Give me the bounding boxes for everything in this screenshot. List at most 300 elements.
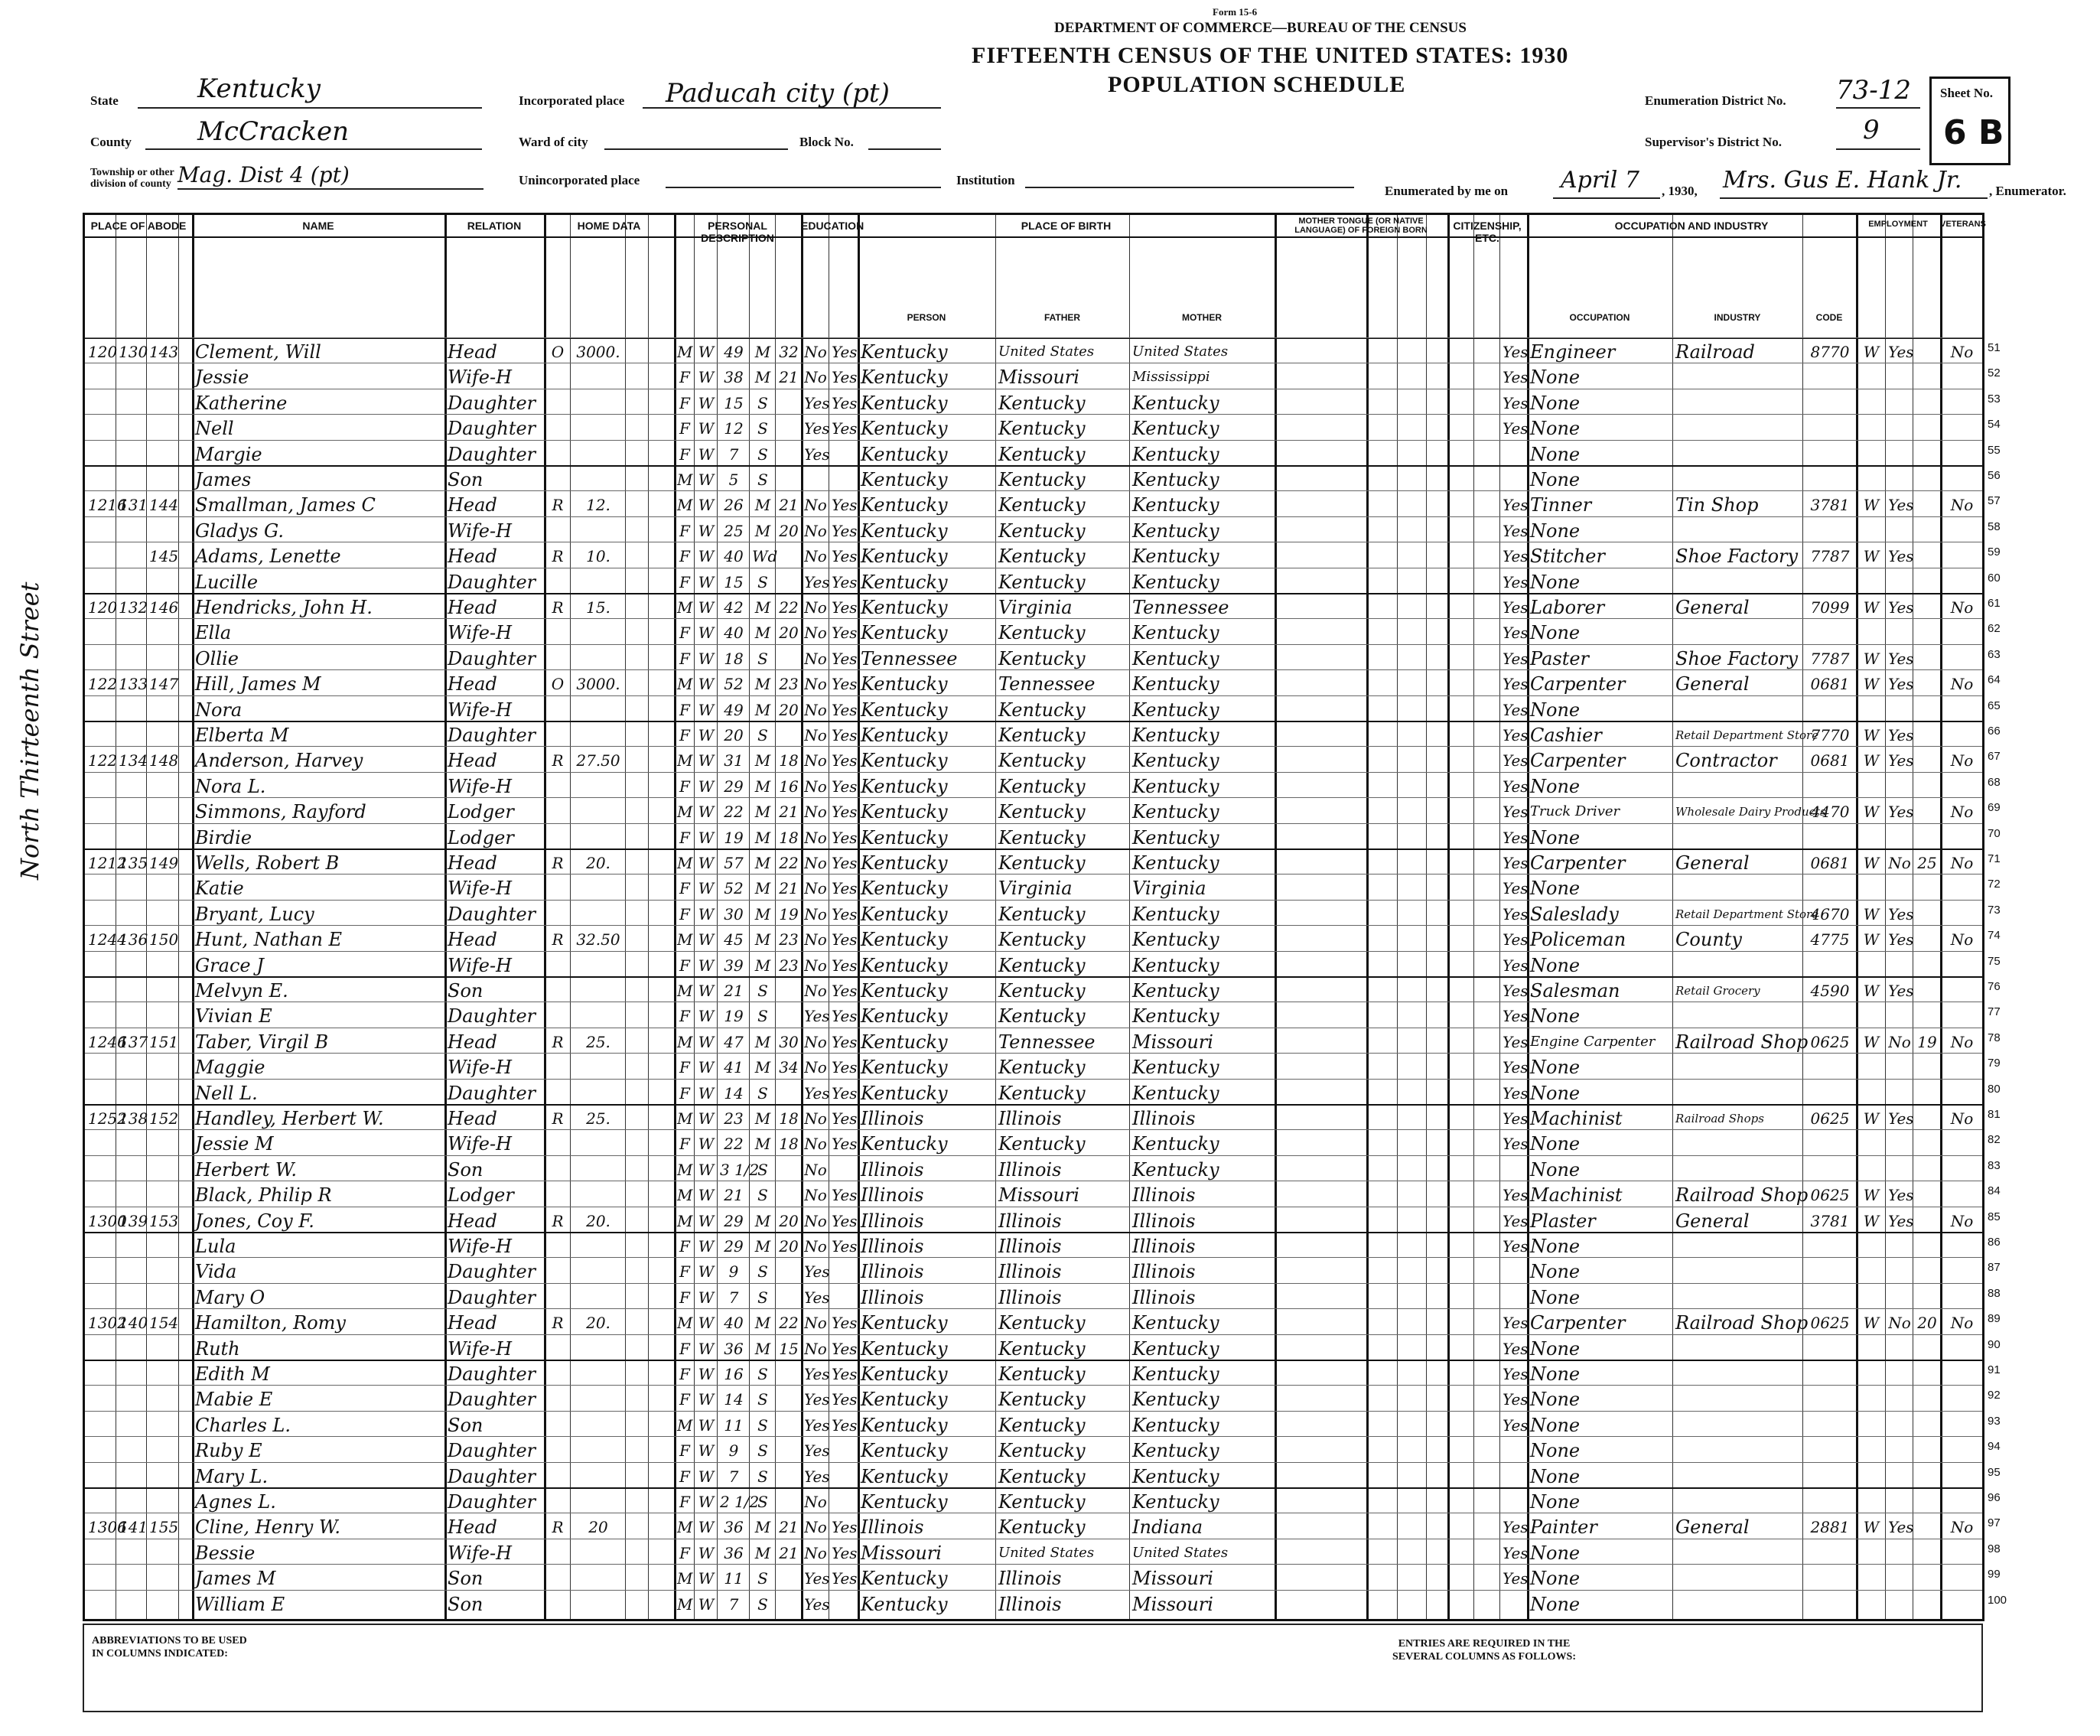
cell-name: Mabie E xyxy=(195,1389,273,1411)
cell-bp: Illinois xyxy=(861,1236,924,1257)
cell-name: Vivian E xyxy=(195,1005,272,1028)
line-number: 78 xyxy=(1988,1031,2001,1044)
cell-occ: None xyxy=(1530,1465,1581,1487)
cell-age: 11 xyxy=(724,1569,744,1588)
cell-bp: Kentucky xyxy=(861,1057,948,1079)
cell-own: R xyxy=(552,1211,564,1230)
cell-mar: S xyxy=(757,1441,768,1461)
cell-rel: Daughter xyxy=(448,392,536,414)
incorporated-value: Paducah city (pt) xyxy=(666,78,890,109)
cell-agem: 18 xyxy=(779,1109,799,1128)
line-number: 86 xyxy=(1988,1236,2001,1249)
cell-age: 36 xyxy=(724,1543,744,1562)
cell-code: 4670 xyxy=(1810,904,1850,923)
cell-bf: Illinois xyxy=(998,1108,1062,1129)
cell-bm: Kentucky xyxy=(1132,1158,1219,1181)
cell-ind: Railroad Shop xyxy=(1675,1184,1809,1207)
cell-val: 15. xyxy=(586,598,610,617)
table-row xyxy=(85,1360,1982,1385)
table-row xyxy=(85,1462,1982,1487)
cell-bm: Kentucky xyxy=(1132,1005,1219,1028)
line-number: 96 xyxy=(1988,1491,2001,1504)
cell-agem: 20 xyxy=(779,1211,799,1230)
cell-sex: M xyxy=(677,496,693,515)
cell-cls: W xyxy=(1863,1518,1880,1537)
enumeration-district-line xyxy=(1836,107,1920,109)
cell-ind: Retail Department Store xyxy=(1675,728,1819,742)
cell-dw: 132 xyxy=(119,598,148,617)
cell-read: Yes xyxy=(832,1543,858,1562)
line-number: 63 xyxy=(1988,647,2001,661)
cell-bf: Kentucky xyxy=(998,775,1086,797)
cell-eng: Yes xyxy=(1503,1186,1529,1205)
cell-bf: Virginia xyxy=(998,597,1073,618)
cell-bf: Kentucky xyxy=(998,954,1086,976)
cell-val: 20. xyxy=(586,854,610,872)
cell-ind: Shoe Factory xyxy=(1675,546,1799,568)
cell-own: R xyxy=(552,598,564,617)
cell-sex: F xyxy=(679,1390,690,1409)
cell-street: 1212 xyxy=(88,854,127,872)
cell-rel: Head xyxy=(448,341,497,363)
line-number: 77 xyxy=(1988,1005,2001,1019)
cell-sex: F xyxy=(679,419,690,438)
cell-bp: Illinois xyxy=(861,1158,924,1181)
cell-read: Yes xyxy=(832,751,858,770)
cell-sex: F xyxy=(679,1441,690,1461)
cell-bp: Kentucky xyxy=(861,699,948,721)
cell-sex: F xyxy=(679,828,690,847)
cell-occ: Paster xyxy=(1530,647,1590,669)
cell-unemp: 20 xyxy=(1917,1314,1937,1333)
cell-read: Yes xyxy=(832,521,858,540)
cell-eng: Yes xyxy=(1503,904,1529,923)
cell-mar: S xyxy=(757,649,768,668)
cell-read: Yes xyxy=(832,1415,858,1435)
table-row xyxy=(85,1079,1982,1104)
cell-sex: M xyxy=(677,982,693,1000)
cell-eng: Yes xyxy=(1503,1083,1529,1103)
cell-unemp: 19 xyxy=(1917,1032,1937,1051)
cell-sex: M xyxy=(677,751,693,770)
cell-vet: No xyxy=(1950,598,1974,617)
supervisor-district-label: Supervisor's District No. xyxy=(1645,135,1782,149)
table-row xyxy=(85,440,1982,465)
cell-street: 1306 xyxy=(88,1518,127,1537)
line-number: 95 xyxy=(1988,1465,2001,1479)
cell-cls: W xyxy=(1863,1314,1880,1333)
cell-name: James M xyxy=(195,1568,276,1590)
cell-bm: Kentucky xyxy=(1132,1389,1219,1411)
county-value: McCracken xyxy=(197,116,350,147)
cell-fam: 149 xyxy=(149,854,179,872)
cell-vet: No xyxy=(1950,1518,1974,1537)
cell-cls: W xyxy=(1863,496,1880,515)
cell-ind: Tin Shop xyxy=(1675,494,1759,516)
cell-bm: Virginia xyxy=(1132,878,1206,900)
sheet-number-value: 6 B xyxy=(1943,113,2004,152)
cell-read: Yes xyxy=(832,1339,858,1358)
cell-name: Ollie xyxy=(195,647,239,669)
cell-age: 21 xyxy=(724,982,744,1000)
cell-agem: 23 xyxy=(779,930,799,949)
cell-bm: Kentucky xyxy=(1132,546,1219,568)
cell-eng: Yes xyxy=(1503,1007,1529,1026)
cell-val: 25. xyxy=(586,1109,610,1128)
cell-bf: Illinois xyxy=(998,1593,1062,1615)
cell-eng: Yes xyxy=(1503,572,1529,591)
cell-fam: 145 xyxy=(149,547,179,566)
cell-eng: Yes xyxy=(1503,982,1529,1000)
cell-sex: M xyxy=(677,675,693,694)
cell-agem: 30 xyxy=(779,1032,799,1051)
cell-wk: Yes xyxy=(1888,982,1914,1000)
cell-eng: Yes xyxy=(1503,751,1529,770)
cell-name: Hill, James M xyxy=(195,673,321,695)
cell-street: 120 xyxy=(88,343,118,361)
cell-agem: 19 xyxy=(779,904,799,923)
cell-bm: Kentucky xyxy=(1132,673,1219,695)
cell-eng: Yes xyxy=(1503,675,1529,694)
cell-eng: Yes xyxy=(1503,726,1529,744)
cell-agem: 21 xyxy=(779,1543,799,1562)
cell-rel: Daughter xyxy=(448,1491,536,1513)
cell-wk: Yes xyxy=(1888,1211,1914,1230)
cell-bm: Illinois xyxy=(1132,1184,1196,1207)
line-number: 68 xyxy=(1988,775,2001,789)
cell-age: 22 xyxy=(724,1135,744,1154)
table-row xyxy=(85,1104,1982,1129)
cell-rel: Daughter xyxy=(448,1465,536,1487)
cell-name: Katie xyxy=(195,878,244,900)
cell-vet: No xyxy=(1950,930,1974,949)
table-row xyxy=(85,1232,1982,1257)
cell-sex: F xyxy=(679,1058,690,1077)
cell-read: Yes xyxy=(832,1518,858,1537)
cell-rel: Son xyxy=(448,1414,483,1436)
table-row xyxy=(85,568,1982,593)
cell-eng: Yes xyxy=(1503,1211,1529,1230)
cell-bm: Kentucky xyxy=(1132,1363,1219,1385)
cell-fam: 147 xyxy=(149,675,179,694)
cell-bm: Kentucky xyxy=(1132,571,1219,593)
cell-bm: Kentucky xyxy=(1132,929,1219,951)
census-title: FIFTEENTH CENSUS OF THE UNITED STATES: 1930 xyxy=(972,43,1569,68)
line-number: 61 xyxy=(1988,597,2001,610)
cell-race: W xyxy=(698,1109,715,1128)
cell-dw: 135 xyxy=(119,854,148,872)
cell-race: W xyxy=(698,777,715,796)
cell-eng: Yes xyxy=(1503,879,1529,898)
cell-name: Bessie xyxy=(195,1542,256,1564)
cell-name: Jessie M xyxy=(195,1133,274,1155)
cell-bf: Kentucky xyxy=(998,1491,1086,1513)
cell-agem: 23 xyxy=(779,675,799,694)
cell-sch: No xyxy=(804,1339,827,1358)
cell-bp: Kentucky xyxy=(861,494,948,516)
column-heading-person: PERSON xyxy=(907,312,946,323)
enumerated-date-line xyxy=(1553,197,1660,199)
cell-occ: None xyxy=(1530,1440,1581,1462)
cell-bp: Illinois xyxy=(861,1286,924,1308)
cell-occ: Carpenter xyxy=(1530,852,1626,874)
cell-occ: Engine Carpenter xyxy=(1530,1033,1656,1050)
cell-name: Bryant, Lucy xyxy=(195,903,314,925)
table-row xyxy=(85,848,1982,874)
cell-name: Nora L. xyxy=(195,775,266,797)
cell-age: 23 xyxy=(724,1109,744,1128)
line-number: 71 xyxy=(1988,852,2001,865)
cell-name: Black, Philip R xyxy=(195,1184,332,1207)
cell-mar: M xyxy=(754,624,771,643)
cell-bf: Kentucky xyxy=(998,1057,1086,1079)
line-number: 100 xyxy=(1988,1593,2007,1607)
cell-eng: Yes xyxy=(1503,1543,1529,1562)
cell-read: Yes xyxy=(832,726,858,744)
cell-cls: W xyxy=(1863,803,1880,822)
department-heading: DEPARTMENT OF COMMERCE—BUREAU OF THE CENSUS xyxy=(1054,20,1467,36)
cell-bf: Kentucky xyxy=(998,750,1086,772)
cell-read: Yes xyxy=(832,1007,858,1026)
cell-eng: Yes xyxy=(1503,1569,1529,1588)
cell-race: W xyxy=(698,547,715,566)
cell-eng: Yes xyxy=(1503,1415,1529,1435)
cell-read: Yes xyxy=(832,1211,858,1230)
cell-race: W xyxy=(698,1390,715,1409)
cell-race: W xyxy=(698,904,715,923)
cell-age: 19 xyxy=(724,828,744,847)
cell-street: 1300 xyxy=(88,1211,127,1230)
cell-rel: Head xyxy=(448,1031,497,1053)
cell-sex: M xyxy=(677,930,693,949)
cell-name: Taber, Virgil B xyxy=(195,1031,329,1053)
footer-box xyxy=(83,1624,1983,1712)
cell-bf: Kentucky xyxy=(998,801,1086,823)
township-value: Mag. Dist 4 (pt) xyxy=(177,162,350,187)
cell-sex: M xyxy=(677,854,693,872)
cell-code: 4470 xyxy=(1810,803,1850,822)
cell-occ: Plaster xyxy=(1530,1210,1596,1232)
cell-own: R xyxy=(552,1314,564,1333)
table-row xyxy=(85,1207,1982,1232)
cell-sex: F xyxy=(679,1467,690,1486)
cell-occ: None xyxy=(1530,1236,1581,1257)
cell-val: 10. xyxy=(586,547,610,566)
cell-unemp: 25 xyxy=(1917,854,1937,872)
cell-bm: Kentucky xyxy=(1132,469,1219,490)
cell-sex: F xyxy=(679,1365,690,1383)
cell-age: 29 xyxy=(724,777,744,796)
cell-rel: Son xyxy=(448,1158,483,1181)
street-name-margin: North Thirteenth Street xyxy=(15,581,44,880)
cell-bm: Kentucky xyxy=(1132,1057,1219,1079)
cell-rel: Daughter xyxy=(448,1440,536,1462)
cell-age: 3 1/2 xyxy=(720,1160,760,1179)
cell-sch: No xyxy=(804,904,827,923)
cell-val: 27.50 xyxy=(576,751,620,770)
cell-name: Smallman, James C xyxy=(195,494,376,516)
cell-bp: Illinois xyxy=(861,1184,924,1207)
cell-bp: Kentucky xyxy=(861,571,948,593)
cell-age: 31 xyxy=(724,751,744,770)
cell-sex: M xyxy=(677,803,693,822)
cell-mar: S xyxy=(757,1569,768,1588)
cell-sex: F xyxy=(679,547,690,566)
line-number: 94 xyxy=(1988,1440,2001,1454)
cell-sex: F xyxy=(679,1007,690,1026)
line-number: 81 xyxy=(1988,1108,2001,1121)
cell-bp: Kentucky xyxy=(861,1465,948,1487)
cell-race: W xyxy=(698,1058,715,1077)
cell-bm: Kentucky xyxy=(1132,519,1219,542)
cell-rel: Head xyxy=(448,852,497,874)
line-number: 55 xyxy=(1988,443,2001,457)
cell-bf: United States xyxy=(998,1544,1095,1561)
cell-race: W xyxy=(698,1543,715,1562)
cell-wk: Yes xyxy=(1888,1109,1914,1128)
cell-race: W xyxy=(698,1314,715,1333)
cell-own: R xyxy=(552,1518,564,1537)
cell-name: Handley, Herbert W. xyxy=(195,1108,384,1129)
cell-occ: Tinner xyxy=(1530,494,1592,516)
cell-name: Grace J xyxy=(195,954,264,976)
cell-eng: Yes xyxy=(1503,854,1529,872)
cell-name: Ruth xyxy=(195,1337,240,1360)
column-heading-father: FATHER xyxy=(1043,312,1081,323)
cell-bp: Kentucky xyxy=(861,852,948,874)
cell-eng: Yes xyxy=(1503,1390,1529,1409)
cell-rel: Daughter xyxy=(448,1005,536,1028)
cell-dw: 136 xyxy=(119,930,148,949)
cell-eng: Yes xyxy=(1503,1365,1529,1383)
cell-eng: Yes xyxy=(1503,1314,1529,1333)
cell-occ: Painter xyxy=(1530,1516,1597,1539)
cell-sch: No xyxy=(804,1160,827,1179)
line-number: 89 xyxy=(1988,1312,2001,1326)
line-number: 79 xyxy=(1988,1057,2001,1070)
cell-wk: No xyxy=(1888,854,1911,872)
cell-bf: Kentucky xyxy=(998,1440,1086,1462)
cell-bp: Kentucky xyxy=(861,519,948,542)
cell-read: Yes xyxy=(832,956,858,975)
cell-code: 3781 xyxy=(1810,496,1850,515)
cell-rel: Daughter xyxy=(448,1261,536,1283)
cell-bp: Kentucky xyxy=(861,878,948,900)
cell-rel: Daughter xyxy=(448,443,536,465)
cell-race: W xyxy=(698,1594,715,1614)
cell-own: R xyxy=(552,930,564,949)
cell-mar: M xyxy=(754,1211,771,1230)
cell-bm: Kentucky xyxy=(1132,1133,1219,1155)
cell-bp: Kentucky xyxy=(861,1414,948,1436)
cell-sch: No xyxy=(804,675,827,694)
cell-mar: M xyxy=(754,1109,771,1128)
cell-val: 25. xyxy=(586,1032,610,1051)
cell-val: 20 xyxy=(588,1518,608,1537)
table-row xyxy=(85,618,1982,643)
cell-read: Yes xyxy=(832,598,858,617)
cell-race: W xyxy=(698,1518,715,1537)
cell-bm: Illinois xyxy=(1132,1286,1196,1308)
cell-occ: None xyxy=(1530,1158,1581,1181)
cell-mar: M xyxy=(754,1339,771,1358)
group-heading-abode: PLACE OF ABODE xyxy=(90,220,187,232)
cell-read: Yes xyxy=(832,393,858,412)
cell-code: 7787 xyxy=(1810,547,1850,566)
cell-own: R xyxy=(552,1109,564,1128)
cell-age: 39 xyxy=(724,956,744,975)
ward-line xyxy=(604,148,788,150)
cell-own: R xyxy=(552,751,564,770)
table-row xyxy=(85,1002,1982,1027)
cell-sch: Yes xyxy=(804,1262,830,1282)
cell-wk: Yes xyxy=(1888,649,1914,668)
cell-occ: Engineer xyxy=(1530,341,1616,363)
table-row xyxy=(85,1283,1982,1308)
line-number: 76 xyxy=(1988,980,2001,993)
cell-wk: Yes xyxy=(1888,803,1914,822)
cell-sch: No xyxy=(804,854,827,872)
cell-name: Hendricks, John H. xyxy=(195,597,373,618)
cell-bf: Illinois xyxy=(998,1158,1062,1181)
cell-sch: Yes xyxy=(804,1390,830,1409)
line-number: 99 xyxy=(1988,1568,2001,1581)
cell-wk: No xyxy=(1888,1314,1911,1333)
block-line xyxy=(868,148,941,150)
cell-age: 52 xyxy=(724,879,744,898)
cell-fam: 152 xyxy=(149,1109,179,1128)
cell-read: Yes xyxy=(832,1390,858,1409)
cell-bf: Kentucky xyxy=(998,1133,1086,1155)
cell-sex: F xyxy=(679,879,690,898)
cell-sex: M xyxy=(677,343,693,361)
table-row xyxy=(85,1411,1982,1436)
cell-agem: 20 xyxy=(779,1237,799,1256)
cell-vet: No xyxy=(1950,751,1974,770)
county-label: County xyxy=(90,135,132,149)
cell-bf: Kentucky xyxy=(998,469,1086,490)
cell-rel: Daughter xyxy=(448,1363,536,1385)
cell-sex: M xyxy=(677,1186,693,1205)
cell-age: 7 xyxy=(728,1467,739,1486)
cell-eng: Yes xyxy=(1503,1058,1529,1077)
cell-bm: Kentucky xyxy=(1132,826,1219,848)
cell-race: W xyxy=(698,828,715,847)
cell-sch: No xyxy=(804,777,827,796)
cell-ind: Shoe Factory xyxy=(1675,647,1799,669)
cell-bf: Kentucky xyxy=(998,1414,1086,1436)
cell-rel: Lodger xyxy=(448,826,514,848)
cell-bm: United States xyxy=(1132,1544,1229,1561)
cell-bp: Kentucky xyxy=(861,1005,948,1028)
cell-bp: Kentucky xyxy=(861,1031,948,1053)
cell-rel: Head xyxy=(448,929,497,951)
cell-sex: F xyxy=(679,1543,690,1562)
cell-name: Wells, Robert B xyxy=(195,852,340,874)
cell-age: 38 xyxy=(724,368,744,387)
state-value: Kentucky xyxy=(197,73,321,104)
cell-occ: None xyxy=(1530,878,1581,900)
cell-vet: No xyxy=(1950,1032,1974,1051)
cell-sex: F xyxy=(679,726,690,744)
cell-bp: Kentucky xyxy=(861,341,948,363)
cell-occ: None xyxy=(1530,366,1581,389)
line-number: 73 xyxy=(1988,903,2001,917)
cell-mar: M xyxy=(754,751,771,770)
cell-occ: None xyxy=(1530,775,1581,797)
cell-eng: Yes xyxy=(1503,393,1529,412)
cell-race: W xyxy=(698,854,715,872)
